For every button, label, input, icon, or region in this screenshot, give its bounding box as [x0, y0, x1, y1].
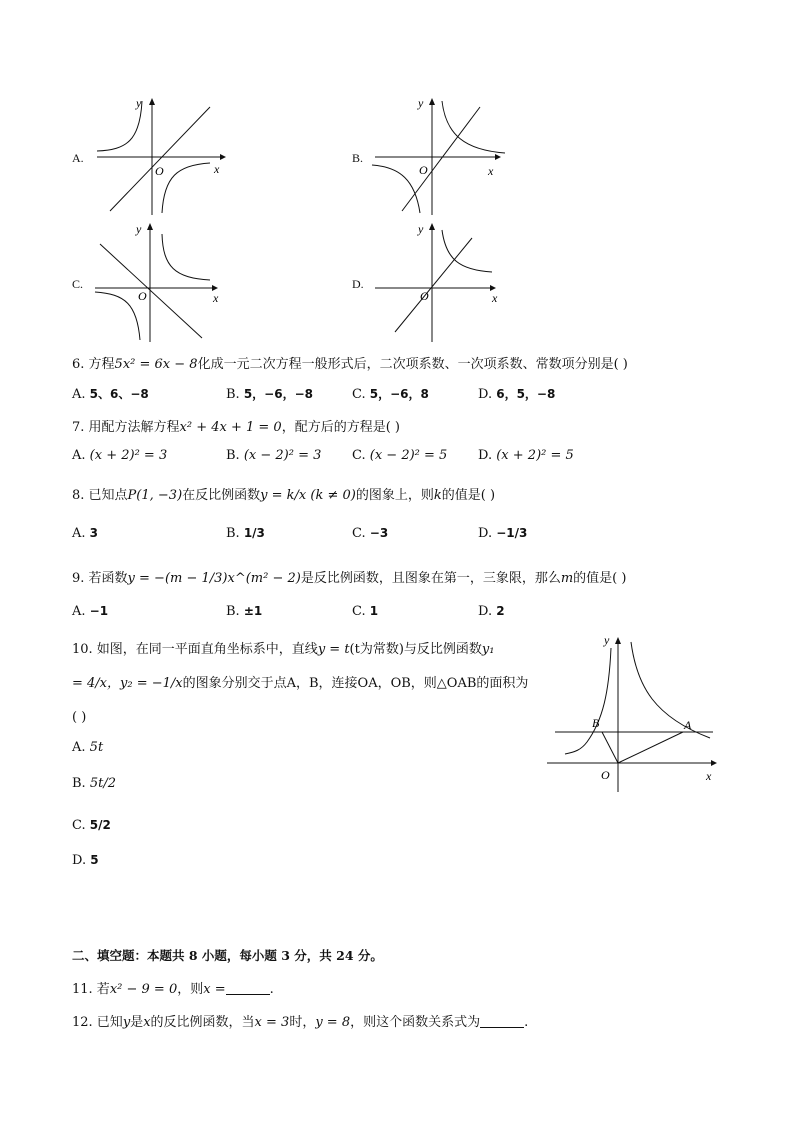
question-12: 12. 已知y是x的反比例函数，当x = 3时，y = 8，则这个函数关系式为 .	[72, 1015, 529, 1030]
q8-choice-c: C. −3	[352, 526, 389, 541]
graph-c-y-label: y	[136, 222, 142, 236]
graph-c-origin-label: O	[138, 289, 147, 303]
q9-prefix: 9. 若函数	[72, 571, 128, 586]
q8-function: y = k/x (k ≠ 0)	[260, 488, 356, 503]
graph-b-svg	[370, 95, 515, 220]
q8-point: P(1, −3)	[127, 488, 183, 503]
question-8	[72, 484, 495, 503]
q8-k: k	[433, 488, 442, 503]
option-b-label: B.	[352, 151, 364, 165]
q9-text-end: 的值是( )	[573, 571, 627, 586]
q9-choice-c: C. 1	[352, 604, 379, 619]
q6-choice-d: D. 6，5，−8	[478, 387, 556, 402]
q6-prefix: 6. 方程	[72, 357, 115, 372]
q6-choice-a: A. 5、6、−8	[72, 387, 149, 402]
q10-point-a-label: A	[684, 718, 692, 732]
q7-choice-a: A. (x + 2)² = 3	[72, 448, 168, 463]
section-2-heading: 二、填空题：本题共 8 小题，每小题 3 分，共 24 分。	[72, 948, 383, 963]
graph-option-c	[90, 222, 230, 351]
q7-choice-d: D. (x + 2)² = 5	[478, 448, 574, 463]
q12-answer-blank[interactable]	[480, 1015, 524, 1028]
q7-choice-c: C. (x − 2)² = 5	[352, 448, 448, 463]
q6-choice-b: B. 5，−6，−8	[226, 387, 313, 402]
q8-text-mid: 在反比例函数	[182, 488, 261, 503]
question-7	[72, 416, 400, 435]
graph-a-origin-label: O	[155, 164, 164, 178]
q8-choice-a: A. 3	[72, 526, 99, 541]
option-c-label: C.	[72, 277, 84, 291]
graph-c-x-label: x	[213, 291, 219, 305]
q6-choice-c: C. 5，−6，8	[352, 387, 429, 402]
graph-a-x-label: x	[214, 162, 220, 176]
q10-point-b-label: B	[592, 716, 600, 730]
q6-equation: 5x² = 6x − 8	[114, 357, 198, 372]
q10-x-label: x	[706, 769, 712, 783]
q7-equation: x² + 4x + 1 = 0	[179, 420, 282, 435]
question-10-line-3: ( )	[72, 710, 87, 725]
q8-choice-d: D. −1/3	[478, 526, 528, 541]
q10-choice-d: D. 5	[72, 853, 99, 868]
q8-choice-b: B. 1/3	[226, 526, 265, 541]
question-10-line-2: = 4/x，y₂ = −1/x的图象分别交于点A，B，连接OA，OB，则△OAB的面积为	[72, 676, 529, 691]
q11-answer-blank[interactable]	[226, 982, 270, 995]
graph-b-origin-label: O	[419, 163, 428, 177]
q7-prefix: 7. 用配方法解方程	[72, 420, 180, 435]
question-10-line-1: 10. 如图，在同一平面直角坐标系中，直线y = t(t为常数)与反比例函数y₁	[72, 642, 495, 657]
graph-b-y-label: y	[418, 96, 424, 110]
q7-choice-b: B. (x − 2)² = 3	[226, 448, 322, 463]
graph-option-b	[370, 95, 515, 224]
graph-a-svg	[92, 95, 232, 220]
q10-choice-b: B. 5t/2	[72, 776, 116, 791]
graph-a-y-label: y	[136, 96, 142, 110]
q8-text-post: 的图象上，则	[355, 488, 434, 503]
q9-text: 是反比例函数，且图象在第一，三象限，那么	[300, 571, 561, 586]
q9-choice-d: D. 2	[478, 604, 505, 619]
q10-figure-svg	[545, 632, 725, 792]
q10-origin-label: O	[601, 768, 610, 782]
question-6	[72, 353, 628, 372]
option-d-label: D.	[352, 277, 364, 291]
graph-d-x-label: x	[492, 291, 498, 305]
q10-choice-a: A. 5t	[72, 740, 104, 755]
q9-choice-a: A. −1	[72, 604, 109, 619]
question-11: 11. 若x² − 9 = 0，则x = .	[72, 982, 274, 997]
q10-choice-c: C. 5/2	[72, 818, 111, 833]
q8-text-end: 的值是( )	[441, 488, 496, 503]
q8-prefix: 8. 已知点	[72, 488, 128, 503]
q9-function: y = −(m − 1/3)x^(m² − 2)	[127, 571, 301, 586]
q9-choice-b: B. ±1	[226, 604, 263, 619]
graph-c-svg	[90, 222, 230, 347]
graph-d-y-label: y	[418, 222, 424, 236]
q6-text: 化成一元二次方程一般形式后，二次项系数、一次项系数、常数项分别是( )	[197, 357, 628, 372]
graph-b-x-label: x	[488, 164, 494, 178]
q10-y-label: y	[604, 633, 610, 647]
option-a-label: A.	[72, 151, 84, 165]
graph-option-d	[370, 222, 510, 351]
graph-option-a	[92, 95, 232, 224]
question-9	[72, 567, 626, 586]
graph-d-svg	[370, 222, 510, 347]
q7-text: ，配方后的方程是( )	[281, 420, 400, 435]
graph-d-origin-label: O	[420, 289, 429, 303]
q10-figure	[545, 632, 725, 796]
q9-m: m	[560, 571, 574, 586]
